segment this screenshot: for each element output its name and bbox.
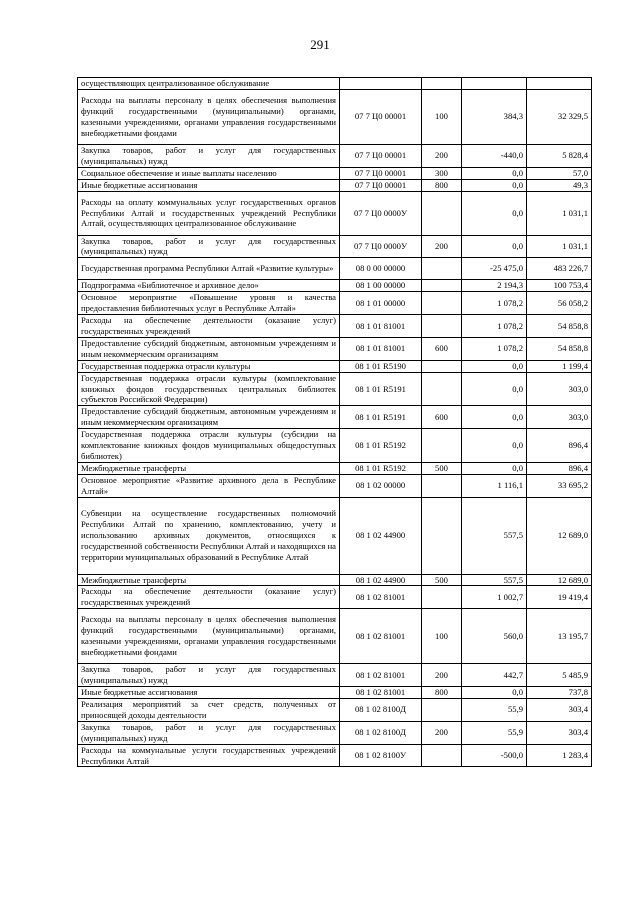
cell-name: Расходы на обеспечение деятельности (оказание услуг) государственных учреждений: [78, 586, 340, 609]
cell-change-amount: 557,5: [462, 497, 527, 574]
cell-name: Государственная программа Республики Алтай «Развитие культуры»: [78, 258, 340, 280]
table-row: [78, 574, 592, 586]
cell-expense-type: [422, 497, 462, 574]
cell-target-code: 07 7 Ц0 00001: [340, 89, 422, 144]
table-row: [78, 474, 592, 497]
cell-expense-type: [422, 191, 462, 235]
budget-table-body: [78, 78, 592, 767]
table-row: [78, 699, 592, 722]
cell-total-amount: 19 419,4: [527, 586, 592, 609]
cell-target-code: 08 1 02 81001: [340, 664, 422, 687]
cell-change-amount: -25 475,0: [462, 258, 527, 280]
table-row: [78, 360, 592, 372]
cell-change-amount: 557,5: [462, 574, 527, 586]
cell-name: Межбюджетные трансферты: [78, 462, 340, 474]
cell-target-code: 08 1 01 R5191: [340, 406, 422, 429]
cell-target-code: 08 1 01 R5192: [340, 429, 422, 463]
cell-change-amount: 1 002,7: [462, 586, 527, 609]
cell-target-code: [340, 78, 422, 90]
cell-total-amount: 896,4: [527, 462, 592, 474]
cell-name: Подпрограмма «Библиотечное и архивное дело»: [78, 280, 340, 292]
cell-name: Расходы на выплаты персоналу в целях обеспечения выполнения функций государственными (муниципальными) органами, казенными учреждениями, органами управления государственными внебюджетными фондами: [78, 89, 340, 144]
cell-change-amount: 0,0: [462, 687, 527, 699]
cell-expense-type: 200: [422, 144, 462, 167]
table-row: [78, 497, 592, 574]
cell-target-code: 08 1 01 R5191: [340, 372, 422, 406]
cell-name: Субвенции на осуществление государственных полномочий Республики Алтай по хранению, комплектованию, учету и использованию архивных документов, относящихся к государственной собственности Республики Алтай и находящихся на территории муниципальных образований в Республике Алтай: [78, 497, 340, 574]
table-row: [78, 429, 592, 463]
table-row: [78, 235, 592, 258]
cell-expense-type: [422, 586, 462, 609]
cell-expense-type: 200: [422, 721, 462, 744]
cell-total-amount: 54 858,8: [527, 337, 592, 360]
cell-expense-type: 800: [422, 179, 462, 191]
cell-name: Расходы на обеспечение деятельности (оказание услуг) государственных учреждений: [78, 315, 340, 338]
cell-target-code: 08 1 02 44900: [340, 497, 422, 574]
cell-total-amount: 54 858,8: [527, 315, 592, 338]
table-row: [78, 167, 592, 179]
table-row: [78, 144, 592, 167]
cell-target-code: 07 7 Ц0 0000У: [340, 235, 422, 258]
cell-name: Государственная поддержка отрасли культуры (комплектование книжных фондов государственных центральных библиотек субъектов Российской Федерации): [78, 372, 340, 406]
cell-target-code: 08 1 02 8100Д: [340, 699, 422, 722]
cell-target-code: 08 1 01 R5192: [340, 462, 422, 474]
cell-change-amount: 0,0: [462, 191, 527, 235]
cell-change-amount: 0,0: [462, 462, 527, 474]
cell-expense-type: 100: [422, 89, 462, 144]
table-row: [78, 258, 592, 280]
cell-name: Государственная поддержка отрасли культуры (субсидии на комплектование книжных фондов муниципальных общедоступных библиотек): [78, 429, 340, 463]
cell-expense-type: 600: [422, 337, 462, 360]
cell-change-amount: 0,0: [462, 360, 527, 372]
cell-total-amount: 303,4: [527, 699, 592, 722]
cell-target-code: 08 1 02 81001: [340, 586, 422, 609]
cell-total-amount: 303,0: [527, 406, 592, 429]
cell-expense-type: 100: [422, 609, 462, 664]
table-row: [78, 586, 592, 609]
table-row: [78, 664, 592, 687]
table-row: [78, 191, 592, 235]
cell-change-amount: 2 194,3: [462, 280, 527, 292]
table-row: [78, 292, 592, 315]
cell-change-amount: 560,0: [462, 609, 527, 664]
cell-change-amount: 0,0: [462, 429, 527, 463]
cell-target-code: 08 1 02 00000: [340, 474, 422, 497]
cell-change-amount: 442,7: [462, 664, 527, 687]
cell-target-code: 08 1 02 81001: [340, 687, 422, 699]
cell-change-amount: 1 116,1: [462, 474, 527, 497]
table-row: [78, 372, 592, 406]
cell-name: Закупка товаров, работ и услуг для государственных (муниципальных) нужд: [78, 721, 340, 744]
cell-total-amount: 5 828,4: [527, 144, 592, 167]
cell-target-code: 08 0 00 00000: [340, 258, 422, 280]
cell-total-amount: 56 058,2: [527, 292, 592, 315]
cell-total-amount: 32 329,5: [527, 89, 592, 144]
cell-name: Расходы на коммунальные услуги государственных учреждений Республики Алтай: [78, 744, 340, 767]
cell-expense-type: [422, 315, 462, 338]
cell-total-amount: 896,4: [527, 429, 592, 463]
cell-total-amount: 13 195,7: [527, 609, 592, 664]
cell-total-amount: 12 689,0: [527, 574, 592, 586]
cell-expense-type: 800: [422, 687, 462, 699]
cell-change-amount: 1 078,2: [462, 337, 527, 360]
cell-total-amount: 303,0: [527, 372, 592, 406]
cell-expense-type: 500: [422, 574, 462, 586]
cell-total-amount: 303,4: [527, 721, 592, 744]
cell-target-code: 08 1 01 81001: [340, 315, 422, 338]
cell-name: Предоставление субсидий бюджетным, автономным учреждениям и иным некоммерческим организациям: [78, 406, 340, 429]
table-row: [78, 280, 592, 292]
cell-name: Расходы на оплату коммунальных услуг государственных органов Республики Алтай и государственных учреждений Республики Алтай, осуществляющих централизованное обслуживание: [78, 191, 340, 235]
table-row: [78, 315, 592, 338]
cell-total-amount: 737,8: [527, 687, 592, 699]
cell-expense-type: 200: [422, 664, 462, 687]
table-row: [78, 179, 592, 191]
cell-total-amount: 57,0: [527, 167, 592, 179]
cell-expense-type: [422, 360, 462, 372]
cell-target-code: 08 1 02 8100Д: [340, 721, 422, 744]
cell-target-code: 07 7 Ц0 00001: [340, 144, 422, 167]
cell-name: осуществляющих централизованное обслуживание: [78, 78, 340, 90]
cell-target-code: 07 7 Ц0 00001: [340, 167, 422, 179]
cell-change-amount: 0,0: [462, 372, 527, 406]
cell-name: Расходы на выплаты персоналу в целях обеспечения выполнения функций государственными (муниципальными) органами, казенными учреждениями, органами управления государственными внебюджетными фондами: [78, 609, 340, 664]
cell-change-amount: 55,9: [462, 699, 527, 722]
cell-change-amount: -440,0: [462, 144, 527, 167]
page-number: 291: [310, 37, 330, 52]
cell-expense-type: 300: [422, 167, 462, 179]
cell-target-code: 08 1 01 R5190: [340, 360, 422, 372]
table-row: [78, 721, 592, 744]
cell-total-amount: 5 485,9: [527, 664, 592, 687]
cell-change-amount: -500,0: [462, 744, 527, 767]
table-row: [78, 462, 592, 474]
cell-change-amount: 384,3: [462, 89, 527, 144]
cell-name: Предоставление субсидий бюджетным, автономным учреждениям и иным некоммерческим организациям: [78, 337, 340, 360]
cell-expense-type: [422, 744, 462, 767]
cell-target-code: 08 1 00 00000: [340, 280, 422, 292]
cell-change-amount: 55,9: [462, 721, 527, 744]
cell-expense-type: [422, 280, 462, 292]
cell-change-amount: [462, 78, 527, 90]
cell-name: Закупка товаров, работ и услуг для государственных (муниципальных) нужд: [78, 144, 340, 167]
cell-target-code: 08 1 02 8100У: [340, 744, 422, 767]
cell-target-code: 08 1 02 44900: [340, 574, 422, 586]
cell-name: Основное мероприятие «Повышение уровня и качества предоставления библиотечных услуг в Республике Алтай»: [78, 292, 340, 315]
table-row: [78, 744, 592, 767]
cell-name: Закупка товаров, работ и услуг для государственных (муниципальных) нужд: [78, 235, 340, 258]
cell-total-amount: 12 689,0: [527, 497, 592, 574]
cell-total-amount: [527, 78, 592, 90]
cell-total-amount: 49,3: [527, 179, 592, 191]
cell-expense-type: [422, 78, 462, 90]
cell-target-code: 08 1 01 81001: [340, 337, 422, 360]
cell-total-amount: 483 226,7: [527, 258, 592, 280]
cell-name: Иные бюджетные ассигнования: [78, 179, 340, 191]
cell-expense-type: [422, 258, 462, 280]
table-row: [78, 89, 592, 144]
table-row: [78, 78, 592, 90]
cell-name: Реализация мероприятий за счет средств, полученных от приносящей доходы деятельности: [78, 699, 340, 722]
cell-change-amount: 1 078,2: [462, 315, 527, 338]
cell-target-code: 07 7 Ц0 0000У: [340, 191, 422, 235]
table-row: [78, 687, 592, 699]
table-row: [78, 406, 592, 429]
cell-name: Государственная поддержка отрасли культуры: [78, 360, 340, 372]
cell-target-code: 07 7 Ц0 00001: [340, 179, 422, 191]
cell-name: Иные бюджетные ассигнования: [78, 687, 340, 699]
cell-target-code: 08 1 01 00000: [340, 292, 422, 315]
cell-total-amount: 1 283,4: [527, 744, 592, 767]
cell-change-amount: 0,0: [462, 167, 527, 179]
cell-expense-type: [422, 429, 462, 463]
cell-name: Закупка товаров, работ и услуг для государственных (муниципальных) нужд: [78, 664, 340, 687]
cell-expense-type: 200: [422, 235, 462, 258]
cell-change-amount: 0,0: [462, 235, 527, 258]
budget-table: [77, 77, 592, 767]
cell-expense-type: 600: [422, 406, 462, 429]
cell-total-amount: 33 695,2: [527, 474, 592, 497]
table-row: [78, 609, 592, 664]
cell-expense-type: [422, 372, 462, 406]
table-row: [78, 337, 592, 360]
cell-change-amount: 1 078,2: [462, 292, 527, 315]
cell-name: Социальное обеспечение и иные выплаты населению: [78, 167, 340, 179]
cell-expense-type: [422, 699, 462, 722]
cell-expense-type: [422, 292, 462, 315]
cell-change-amount: 0,0: [462, 179, 527, 191]
cell-name: Основное мероприятие «Развитие архивного дела в Республике Алтай»: [78, 474, 340, 497]
cell-target-code: 08 1 02 81001: [340, 609, 422, 664]
cell-expense-type: [422, 474, 462, 497]
cell-total-amount: 1 031,1: [527, 191, 592, 235]
cell-name: Межбюджетные трансферты: [78, 574, 340, 586]
cell-change-amount: 0,0: [462, 406, 527, 429]
cell-total-amount: 1 031,1: [527, 235, 592, 258]
cell-total-amount: 100 753,4: [527, 280, 592, 292]
cell-total-amount: 1 199,4: [527, 360, 592, 372]
cell-expense-type: 500: [422, 462, 462, 474]
